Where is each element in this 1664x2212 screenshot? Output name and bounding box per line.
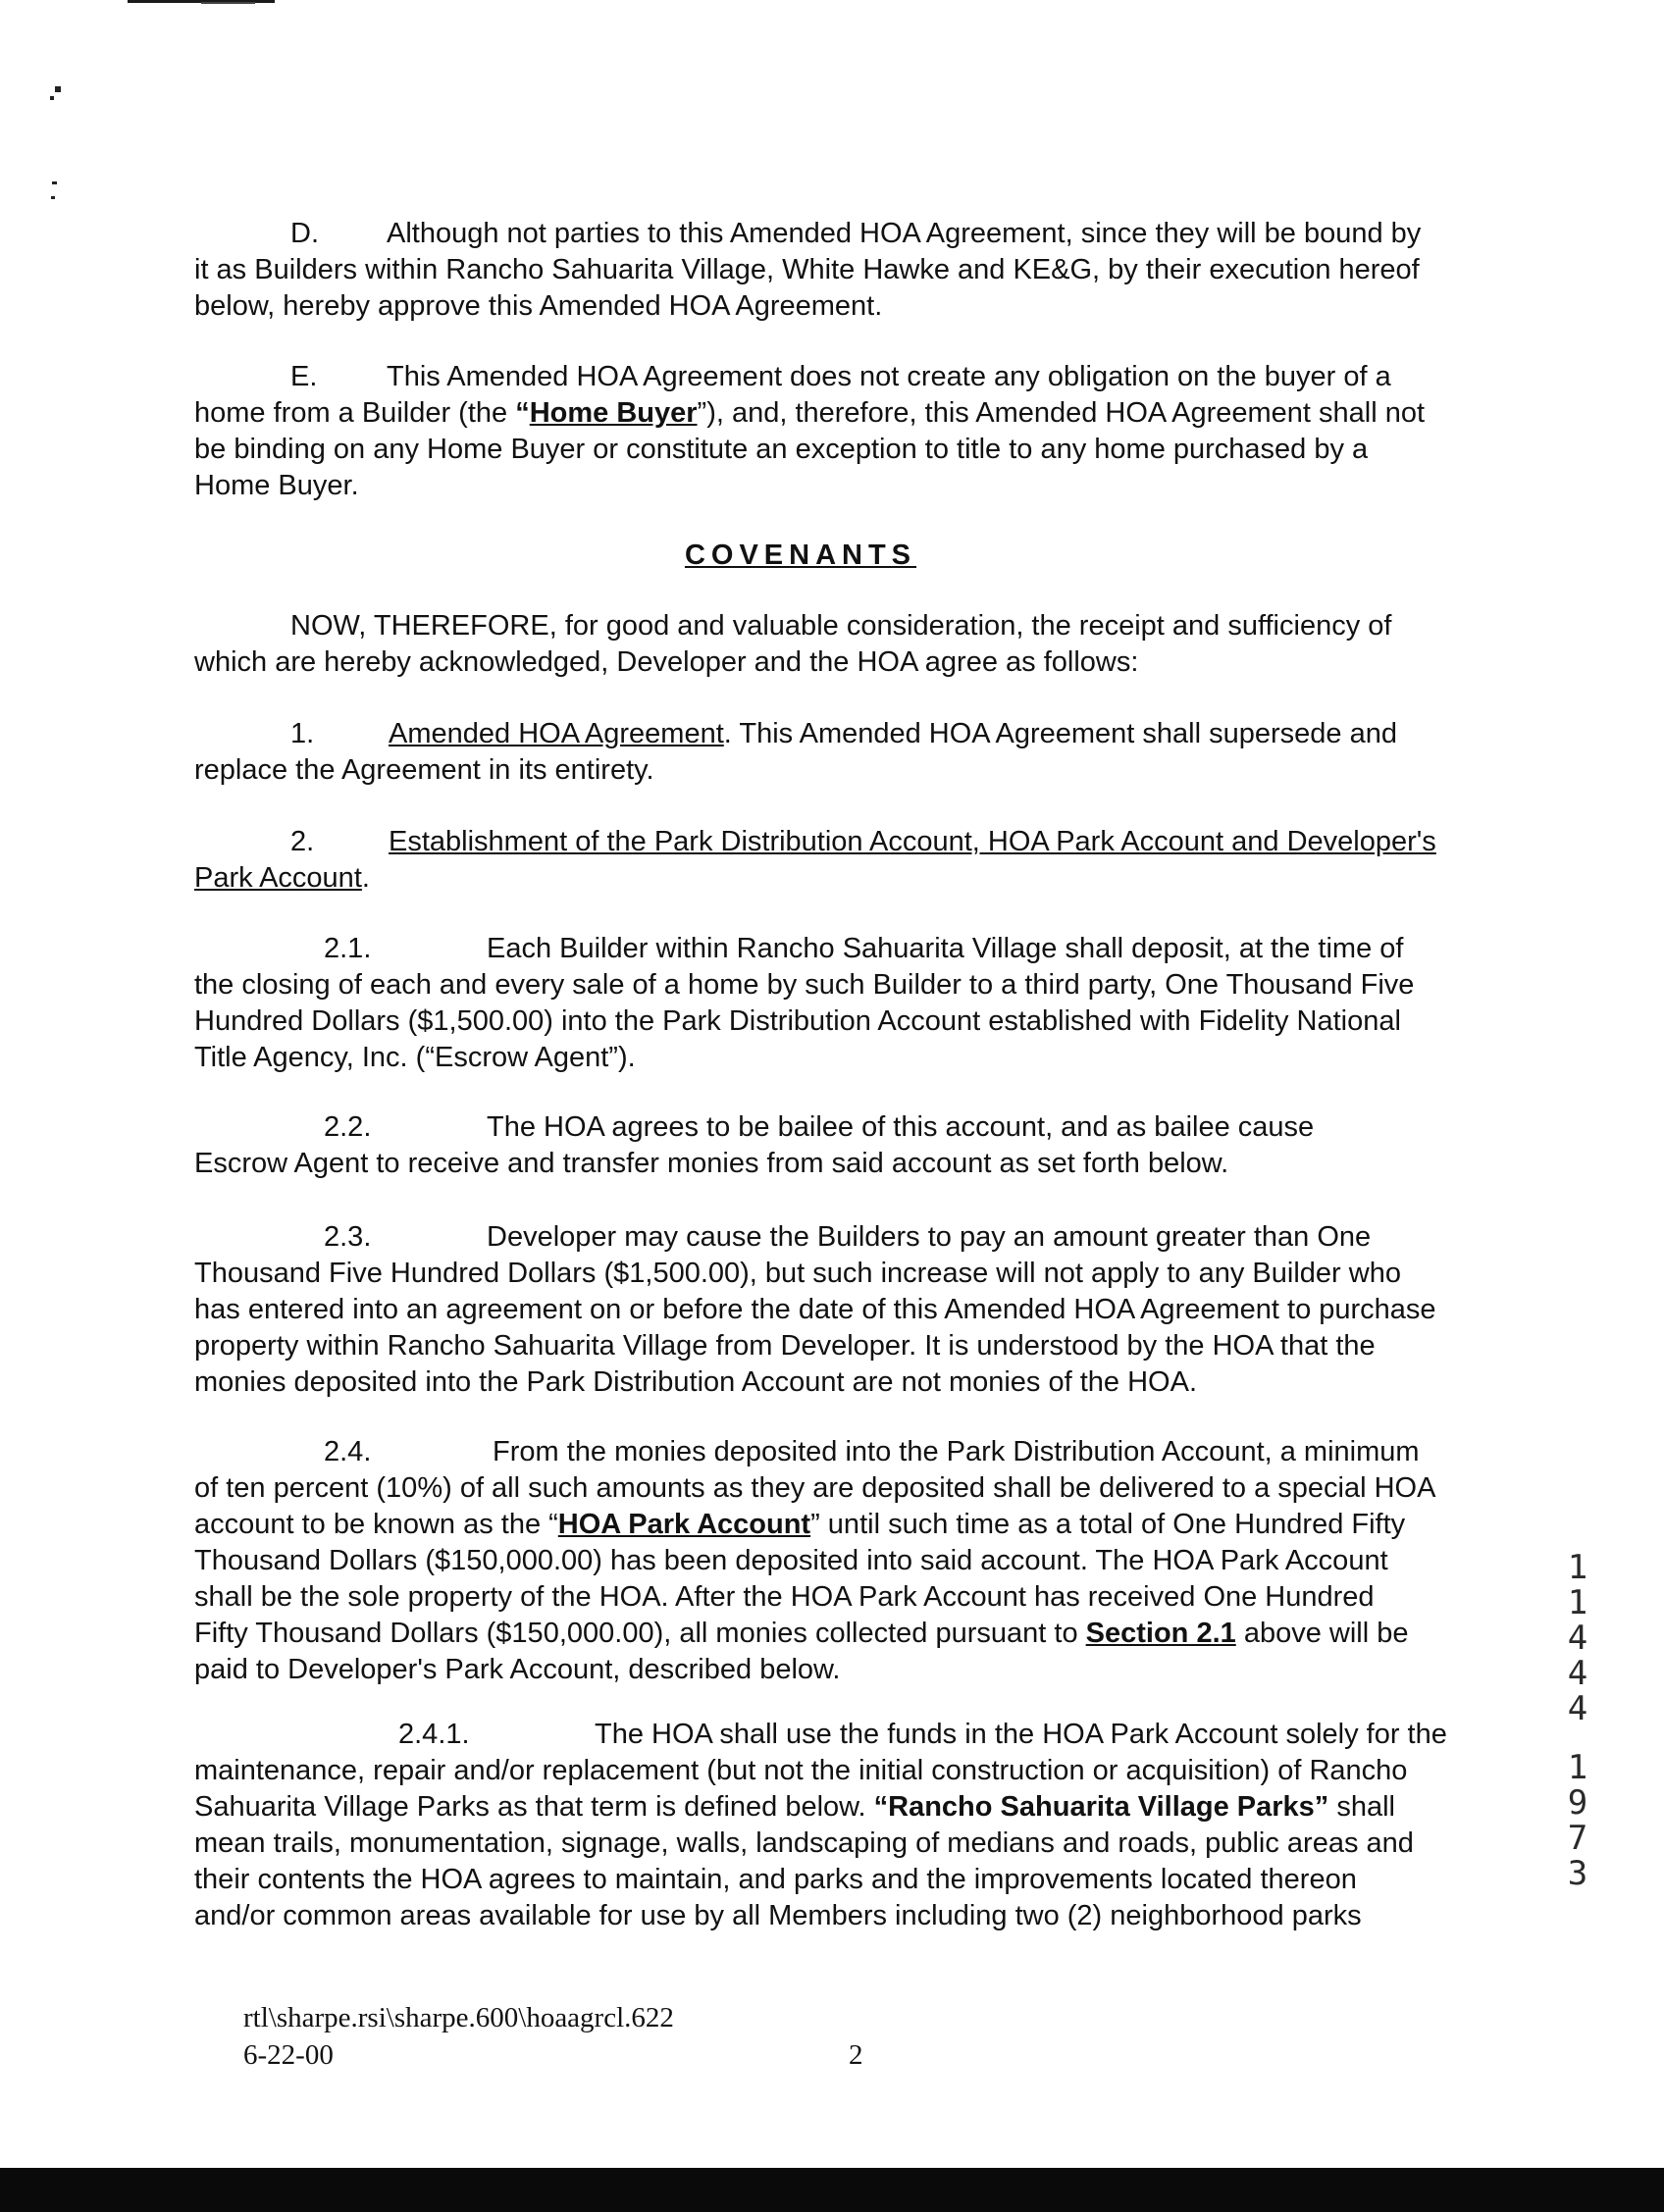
scan-speck bbox=[52, 181, 57, 184]
section-2-3 bbox=[194, 1219, 1462, 1401]
section-title: Establishment of the Park Distribution Account, HOA Park Account and Developer's bbox=[389, 826, 1436, 857]
stamp-digit: 1 bbox=[1567, 1748, 1588, 1787]
stamp-digit: 4 bbox=[1567, 1619, 1588, 1658]
section-number: 2.1. bbox=[324, 933, 372, 964]
paragraph-text: Title Agency, Inc. (“Escrow Agent”). bbox=[194, 1042, 636, 1073]
scan-speck bbox=[51, 196, 55, 199]
section-title: Amended HOA Agreement bbox=[389, 718, 724, 749]
paragraph-text: and/or common areas available for use by all Members including two (2) neighborhood parks bbox=[194, 1900, 1362, 1931]
section-reference: Section 2.1 bbox=[1085, 1618, 1236, 1649]
paragraph-text: Although not parties to this Amended HOA Agreement, since they will be bound by bbox=[387, 218, 1422, 249]
paragraph-text: shall be the sole property of the HOA. After the HOA Park Account has received One Hundred bbox=[194, 1581, 1375, 1613]
paragraph-text: Thousand Dollars ($150,000.00) has been deposited into said account. The HOA Park Account bbox=[194, 1545, 1388, 1576]
paragraph-label: D. bbox=[290, 218, 319, 249]
section-2-4-1 bbox=[194, 1717, 1462, 1934]
paragraph-text: the closing of each and every sale of a home by such Builder to a third party, One Thousand Five bbox=[194, 969, 1415, 1001]
paragraph-d bbox=[194, 216, 1462, 325]
paragraph-text: Hundred Dollars ($1,500.00) into the Park Distribution Account established with Fidelity National bbox=[194, 1005, 1401, 1037]
section-number: 2.4. bbox=[324, 1436, 372, 1467]
paragraph-text: monies deposited into the Park Distribution Account are not monies of the HOA. bbox=[194, 1366, 1197, 1398]
scan-bottom-border bbox=[0, 2168, 1664, 2212]
paragraph-text: The HOA agrees to be bailee of this account, and as bailee cause bbox=[487, 1111, 1315, 1143]
section-title: Park Account bbox=[194, 862, 362, 894]
defined-term-text: “Home Buyer bbox=[515, 397, 698, 429]
paragraph-text: Fifty Thousand Dollars ($150,000.00), all monies collected pursuant to bbox=[194, 1618, 1086, 1649]
section-2-4 bbox=[194, 1434, 1462, 1688]
paragraph-text: below, hereby approve this Amended HOA Agreement. bbox=[194, 290, 883, 322]
stamp-digit: 9 bbox=[1567, 1783, 1588, 1823]
stamp-digit: 1 bbox=[1567, 1548, 1588, 1587]
stamp-digit: 4 bbox=[1567, 1654, 1588, 1693]
scan-speck bbox=[50, 96, 54, 100]
paragraph-text: it as Builders within Rancho Sahuarita Village, White Hawke and KE&G, by their execution hereof bbox=[194, 254, 1420, 285]
paragraph-text: be binding on any Home Buyer or constitute an exception to title to any home purchased by a bbox=[194, 434, 1369, 465]
paragraph-text: Thousand Five Hundred Dollars ($1,500.00), but such increase will not apply to any Builder who bbox=[194, 1258, 1401, 1289]
paragraph-text: of ten percent (10%) of all such amounts as they are deposited shall be delivered to a special HOA bbox=[194, 1472, 1436, 1504]
paragraph-text: From the monies deposited into the Park Distribution Account, a minimum bbox=[493, 1436, 1420, 1467]
paragraph-text: . This Amended HOA Agreement shall supersede and bbox=[723, 718, 1397, 749]
paragraph-text: . bbox=[361, 862, 370, 894]
section-number: 2. bbox=[290, 826, 315, 857]
paragraph-text: above will be bbox=[1235, 1618, 1409, 1649]
footer-date: 6-22-00 bbox=[243, 2039, 334, 2071]
paragraph-text: mean trails, monumentation, signage, walls, landscaping of medians and roads, public areas and bbox=[194, 1827, 1414, 1859]
paragraph-text: paid to Developer's Park Account, described below. bbox=[194, 1654, 841, 1685]
paragraph-text: NOW, THEREFORE, for good and valuable consideration, the receipt and sufficiency of bbox=[290, 610, 1392, 642]
paragraph-text: shall bbox=[1328, 1791, 1395, 1823]
recording-number-stamp bbox=[1564, 1750, 1591, 1891]
paragraph-text: replace the Agreement in its entirety. bbox=[194, 754, 654, 786]
paragraph-text: which are hereby acknowledged, Developer and the HOA agree as follows: bbox=[194, 646, 1139, 678]
stamp-digit: 4 bbox=[1567, 1689, 1588, 1728]
paragraph-label: E. bbox=[290, 361, 318, 392]
scan-speck bbox=[55, 86, 61, 92]
paragraph-text: Each Builder within Rancho Sahuarita Village shall deposit, at the time of bbox=[487, 933, 1404, 964]
paragraph-text: home from a Builder (the bbox=[194, 397, 516, 429]
section-2-2 bbox=[194, 1109, 1462, 1182]
stamp-digit: 3 bbox=[1567, 1854, 1588, 1893]
paragraph-text: ”), and, therefore, this Amended HOA Agreement shall not bbox=[697, 397, 1426, 429]
paragraph-text: property within Rancho Sahuarita Village from Developer. It is understood by the HOA that the bbox=[194, 1330, 1376, 1362]
section-number: 2.2. bbox=[324, 1111, 372, 1143]
paragraph-text: The HOA shall use the funds in the HOA Park Account solely for the bbox=[595, 1719, 1447, 1750]
paragraph-text: has entered into an agreement on or before the date of this Amended HOA Agreement to purchase bbox=[194, 1294, 1436, 1325]
paragraph-text: ” until such time as a total of One Hundred Fifty bbox=[810, 1509, 1406, 1540]
defined-term-rancho-sahuarita-village-parks: “Rancho Sahuarita Village Parks” bbox=[873, 1791, 1329, 1823]
section-number: 2.3. bbox=[324, 1221, 372, 1253]
paragraph-text: maintenance, repair and/or replacement (but not the initial construction or acquisition) of Rancho bbox=[194, 1755, 1408, 1786]
defined-term-hoa-park-account: HOA Park Account bbox=[557, 1509, 811, 1540]
section-2-1 bbox=[194, 931, 1462, 1076]
paragraph-text: account to be known as the “ bbox=[194, 1509, 558, 1540]
paragraph-text: their contents the HOA agrees to maintain, and parks and the improvements located thereon bbox=[194, 1864, 1357, 1895]
defined-term-home-buyer bbox=[515, 397, 697, 429]
section-number: 2.4.1. bbox=[398, 1719, 470, 1750]
paragraph-text: Sahuarita Village Parks as that term is defined below. bbox=[194, 1791, 874, 1823]
section-2 bbox=[194, 824, 1462, 897]
section-number: 1. bbox=[290, 718, 315, 749]
paragraph-text: Developer may cause the Builders to pay an amount greater than One bbox=[487, 1221, 1372, 1253]
recording-number-stamp bbox=[1564, 1550, 1591, 1726]
scan-artifact-line bbox=[201, 2, 255, 4]
paragraph-now-therefore bbox=[194, 608, 1462, 681]
page-number: 2 bbox=[849, 2039, 863, 2071]
paragraph-text: Home Buyer. bbox=[194, 470, 359, 501]
footer-file-path: rtl\sharpe.rsi\sharpe.600\hoaagrcl.622 bbox=[243, 2002, 674, 2033]
paragraph-e bbox=[194, 359, 1462, 504]
stamp-digit: 7 bbox=[1567, 1819, 1588, 1858]
paragraph-text: Escrow Agent to receive and transfer monies from said account as set forth below. bbox=[194, 1148, 1229, 1179]
paragraph-text: This Amended HOA Agreement does not create any obligation on the buyer of a bbox=[387, 361, 1391, 392]
covenants-heading: COVENANTS bbox=[684, 540, 917, 571]
stamp-digit: 1 bbox=[1567, 1583, 1588, 1622]
section-1 bbox=[194, 716, 1462, 789]
